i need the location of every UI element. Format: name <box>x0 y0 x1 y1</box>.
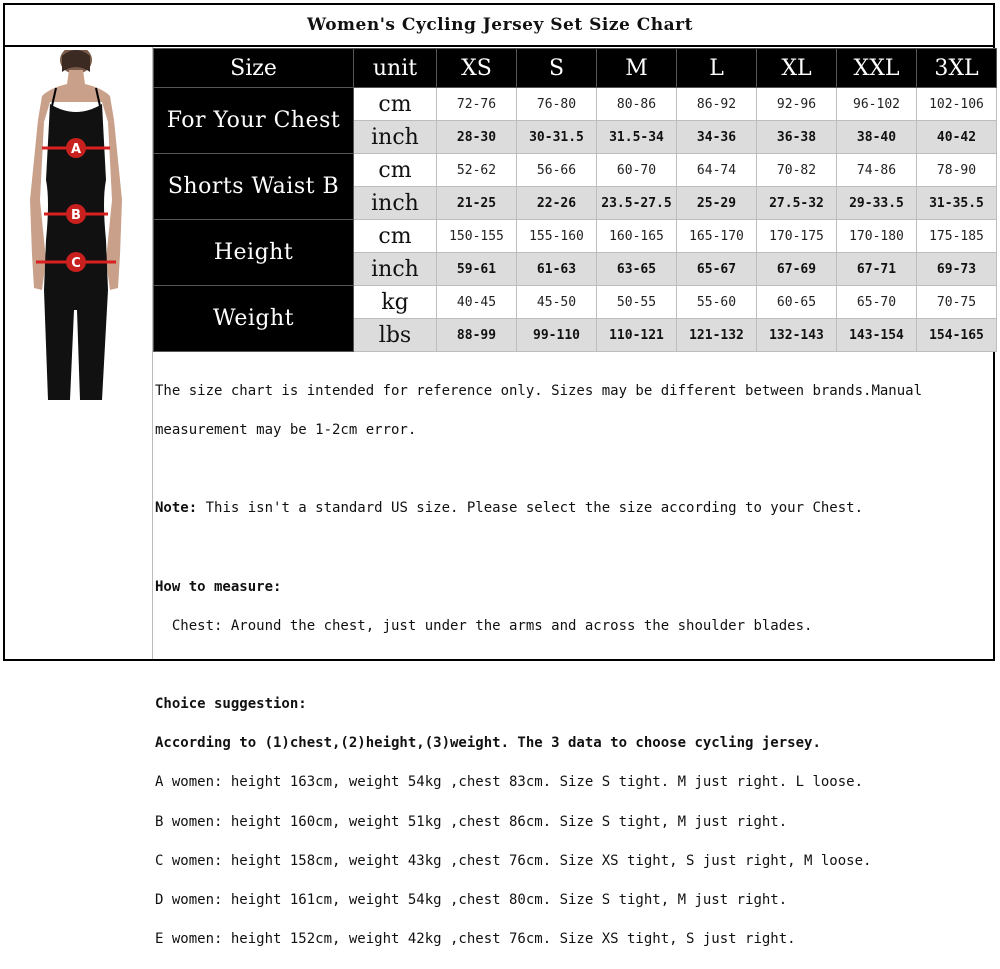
header-cell: XL <box>757 49 837 88</box>
value-cell: 175-185 <box>917 220 997 253</box>
value-cell: 72-76 <box>437 88 517 121</box>
unit-cell: cm <box>354 220 437 253</box>
value-cell: 96-102 <box>837 88 917 121</box>
value-cell: 30-31.5 <box>517 121 597 154</box>
header-cell: XXL <box>837 49 917 88</box>
value-cell: 29-33.5 <box>837 187 917 220</box>
value-cell: 65-70 <box>837 286 917 319</box>
value-cell: 67-69 <box>757 253 837 286</box>
value-cell: 67-71 <box>837 253 917 286</box>
value-cell: 110-121 <box>597 319 677 352</box>
category-cell: For Your Chest <box>154 88 354 154</box>
value-cell: 40-45 <box>437 286 517 319</box>
value-cell: 70-82 <box>757 154 837 187</box>
unit-cell: inch <box>354 187 437 220</box>
note-text: This isn't a standard US size. Please select the size according to your Chest. <box>197 500 864 517</box>
value-cell: 60-70 <box>597 154 677 187</box>
header-cell: XS <box>437 49 517 88</box>
value-cell: 36-38 <box>757 121 837 154</box>
header-cell: Size <box>154 49 354 88</box>
value-cell: 64-74 <box>677 154 757 187</box>
table-header-row <box>154 49 997 88</box>
model-label-b: B <box>71 208 81 223</box>
value-cell: 31-35.5 <box>917 187 997 220</box>
unit-cell: cm <box>354 154 437 187</box>
value-cell: 92-96 <box>757 88 837 121</box>
value-cell: 160-165 <box>597 220 677 253</box>
value-cell: 78-90 <box>917 154 997 187</box>
category-cell: Weight <box>154 286 354 352</box>
value-cell: 70-75 <box>917 286 997 319</box>
value-cell: 74-86 <box>837 154 917 187</box>
value-cell: 86-92 <box>677 88 757 121</box>
notes-section <box>155 362 993 969</box>
value-cell: 65-67 <box>677 253 757 286</box>
value-cell: 22-26 <box>517 187 597 220</box>
value-cell: 88-99 <box>437 319 517 352</box>
value-cell: 38-40 <box>837 121 917 154</box>
header-cell: M <box>597 49 677 88</box>
header-cell: S <box>517 49 597 88</box>
table-row <box>154 220 997 253</box>
value-cell: 99-110 <box>517 319 597 352</box>
value-cell: 63-65 <box>597 253 677 286</box>
table-row <box>154 154 997 187</box>
value-cell: 55-60 <box>677 286 757 319</box>
value-cell: 154-165 <box>917 319 997 352</box>
chart-title: Women's Cycling Jersey Set Size Chart <box>5 5 995 47</box>
value-cell: 50-55 <box>597 286 677 319</box>
table-row <box>154 88 997 121</box>
value-cell: 59-61 <box>437 253 517 286</box>
value-cell: 170-175 <box>757 220 837 253</box>
value-cell: 27.5-32 <box>757 187 837 220</box>
unit-cell: kg <box>354 286 437 319</box>
example-b: B women: height 160cm, weight 51kg ,chest 86cm. Size S tight, M just right. <box>155 813 788 830</box>
table-row <box>154 286 997 319</box>
model-label-c: C <box>71 256 81 271</box>
reference-line-1: The size chart is intended for reference only. Sizes may be different between brands.Manual <box>155 382 923 399</box>
example-a: A women: height 163cm, weight 54kg ,chest 83cm. Size S tight. M just right. L loose. <box>155 774 864 791</box>
unit-cell: inch <box>354 253 437 286</box>
value-cell: 21-25 <box>437 187 517 220</box>
value-cell: 52-62 <box>437 154 517 187</box>
value-cell: 69-73 <box>917 253 997 286</box>
example-d: D women: height 161cm, weight 54kg ,chest 80cm. Size S tight, M just right. <box>155 892 788 909</box>
value-cell: 102-106 <box>917 88 997 121</box>
value-cell: 31.5-34 <box>597 121 677 154</box>
category-cell: Height <box>154 220 354 286</box>
how-to-measure-text: Chest: Around the chest, just under the arms and across the shoulder blades. <box>155 617 813 634</box>
category-cell: Shorts Waist B <box>154 154 354 220</box>
value-cell: 34-36 <box>677 121 757 154</box>
value-cell: 76-80 <box>517 88 597 121</box>
value-cell: 80-86 <box>597 88 677 121</box>
example-e: E women: height 152cm, weight 42kg ,chest 76cm. Size XS tight, S just right. <box>155 931 796 948</box>
value-cell: 56-66 <box>517 154 597 187</box>
value-cell: 45-50 <box>517 286 597 319</box>
value-cell: 132-143 <box>757 319 837 352</box>
value-cell: 121-132 <box>677 319 757 352</box>
model-figure-image <box>22 50 130 400</box>
value-cell: 143-154 <box>837 319 917 352</box>
value-cell: 25-29 <box>677 187 757 220</box>
value-cell: 28-30 <box>437 121 517 154</box>
size-table <box>153 48 997 352</box>
value-cell: 150-155 <box>437 220 517 253</box>
example-c: C women: height 158cm, weight 43kg ,chest 76cm. Size XS tight, S just right, M loose. <box>155 852 872 869</box>
value-cell: 40-42 <box>917 121 997 154</box>
unit-cell: inch <box>354 121 437 154</box>
value-cell: 23.5-27.5 <box>597 187 677 220</box>
model-label-a: A <box>70 142 82 157</box>
how-to-measure-heading: How to measure: <box>155 578 282 595</box>
header-cell: 3XL <box>917 49 997 88</box>
note-label: Note: <box>155 500 198 517</box>
value-cell: 165-170 <box>677 220 757 253</box>
note-line <box>155 499 993 519</box>
header-cell: unit <box>354 49 437 88</box>
value-cell: 60-65 <box>757 286 837 319</box>
header-cell: L <box>677 49 757 88</box>
choice-suggestion-rule: According to (1)chest,(2)height,(3)weight. The 3 data to choose cycling jersey. <box>155 735 821 752</box>
choice-suggestion-heading: Choice suggestion: <box>155 696 307 713</box>
value-cell: 61-63 <box>517 253 597 286</box>
value-cell: 155-160 <box>517 220 597 253</box>
unit-cell: lbs <box>354 319 437 352</box>
unit-cell: cm <box>354 88 437 121</box>
value-cell: 170-180 <box>837 220 917 253</box>
reference-line-2: measurement may be 1-2cm error. <box>155 421 417 438</box>
